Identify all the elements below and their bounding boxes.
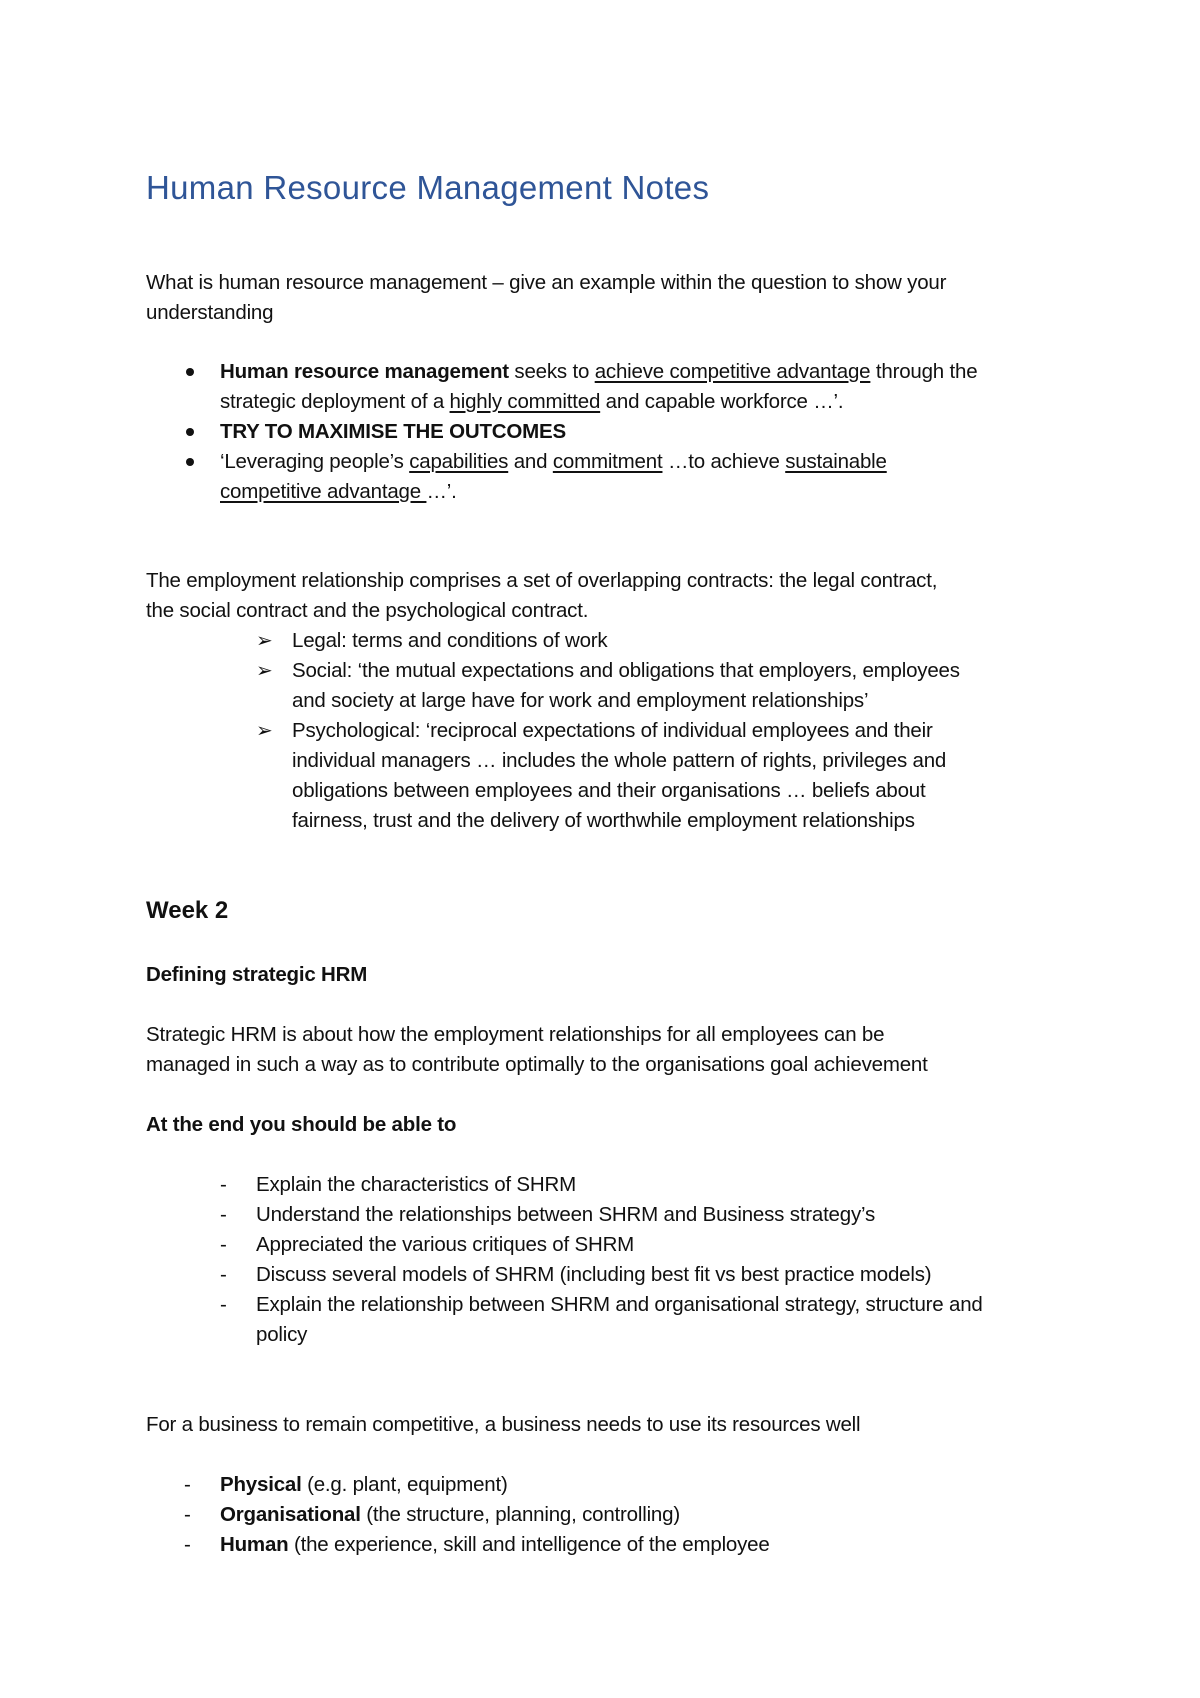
bullet-3-text: …’. <box>426 480 457 503</box>
employment-line-1: The employment relationship comprises a set of overlapping contracts: the legal contract, <box>146 569 938 592</box>
shrm-definition-line-1: Strategic HRM is about how the employment relationships for all employees can be <box>146 1023 885 1046</box>
resource-detail: (the experience, skill and intelligence of the employee <box>288 1533 770 1556</box>
contract-social-line-1: Social: ‘the mutual expectations and obligations that employers, employees <box>292 659 960 682</box>
dash-bullet: - <box>220 1263 227 1286</box>
bullet-2: TRY TO MAXIMISE THE OUTCOMES <box>220 420 566 443</box>
bullet-1-line-1 <box>220 357 977 387</box>
outcome-2: Understand the relationships between SHRM and Business strategy’s <box>256 1203 876 1226</box>
dash-bullet: - <box>220 1173 227 1196</box>
page-title: Human Resource Management Notes <box>146 169 710 206</box>
shrm-definition-line-2: managed in such a way as to contribute optimally to the organisations goal achievement <box>146 1053 928 1076</box>
bullet-3-line-2 <box>220 477 457 507</box>
bullet-1-bold: Human resource management <box>220 360 509 383</box>
bullet-3-underlined: commitment <box>552 450 663 473</box>
resources-intro: For a business to remain competitive, a business needs to use its resources well <box>146 1413 861 1436</box>
bullet-3-underlined: capabilities <box>409 450 509 473</box>
contract-psych-line-2: individual managers … includes the whole pattern of rights, privileges and <box>292 749 947 772</box>
resource-physical <box>220 1470 508 1500</box>
contract-social-line-2: and society at large have for work and employment relationships’ <box>292 689 869 712</box>
intro-question-line-2: understanding <box>146 301 274 324</box>
outcome-4: Discuss several models of SHRM (including best fit vs best practice models) <box>256 1263 932 1286</box>
bullet-1-text: strategic deployment of a <box>220 390 450 413</box>
bullet-icon <box>186 428 194 436</box>
resource-label: Organisational <box>220 1503 361 1526</box>
dash-bullet: - <box>184 1533 191 1556</box>
dash-bullet: - <box>220 1293 227 1316</box>
bullet-3-line-1 <box>220 447 887 477</box>
contract-psych-line-3: obligations between employees and their organisations … beliefs about <box>292 779 926 802</box>
bullet-3-underlined: competitive advantage <box>220 480 427 503</box>
learning-outcomes-heading: At the end you should be able to <box>146 1113 457 1136</box>
bullet-1-underlined: achieve competitive advantage <box>594 360 871 383</box>
dash-bullet: - <box>184 1503 191 1526</box>
dash-bullet: - <box>184 1473 191 1496</box>
outcome-3: Appreciated the various critiques of SHRM <box>256 1233 635 1256</box>
bullet-1-underlined: highly committed <box>449 390 601 413</box>
bullet-3-text: and <box>508 450 553 473</box>
arrow-bullet-icon: ➢ <box>256 660 273 682</box>
bullet-3-underlined: sustainable <box>785 450 887 473</box>
resource-label: Physical <box>220 1473 302 1496</box>
resource-detail: (the structure, planning, controlling) <box>360 1503 680 1526</box>
bullet-1-line-2 <box>220 387 843 417</box>
outcome-5-line-1: Explain the relationship between SHRM and organisational strategy, structure and <box>256 1293 983 1316</box>
contract-psych-line-4: fairness, trust and the delivery of worthwhile employment relationships <box>292 809 915 832</box>
bullet-icon <box>186 458 194 466</box>
employment-line-2: the social contract and the psychological contract. <box>146 599 589 622</box>
dash-bullet: - <box>220 1203 227 1226</box>
bullet-1-text: and capable workforce …’. <box>600 390 844 413</box>
resource-organisational <box>220 1500 680 1530</box>
intro-question-line-1: What is human resource management – give an example within the question to show your <box>146 271 947 294</box>
arrow-bullet-icon: ➢ <box>256 720 273 742</box>
bullet-3-text: …to achieve <box>662 450 786 473</box>
contract-legal: Legal: terms and conditions of work <box>292 629 608 652</box>
bullet-1-text: seeks to <box>508 360 595 383</box>
week-2-heading: Week 2 <box>146 897 229 924</box>
resource-detail: (e.g. plant, equipment) <box>301 1473 508 1496</box>
resource-human <box>220 1530 770 1560</box>
resource-label: Human <box>220 1533 289 1556</box>
outcome-1: Explain the characteristics of SHRM <box>256 1173 576 1196</box>
bullet-3-text: ‘Leveraging people’s <box>220 450 410 473</box>
defining-shrm-heading: Defining strategic HRM <box>146 963 368 986</box>
bullet-1-text: through the <box>870 360 978 383</box>
arrow-bullet-icon: ➢ <box>256 630 273 652</box>
bullet-icon <box>186 368 194 376</box>
contract-psych-line-1: Psychological: ‘reciprocal expectations of individual employees and their <box>292 719 933 742</box>
outcome-5-line-2: policy <box>256 1323 308 1346</box>
dash-bullet: - <box>220 1233 227 1256</box>
